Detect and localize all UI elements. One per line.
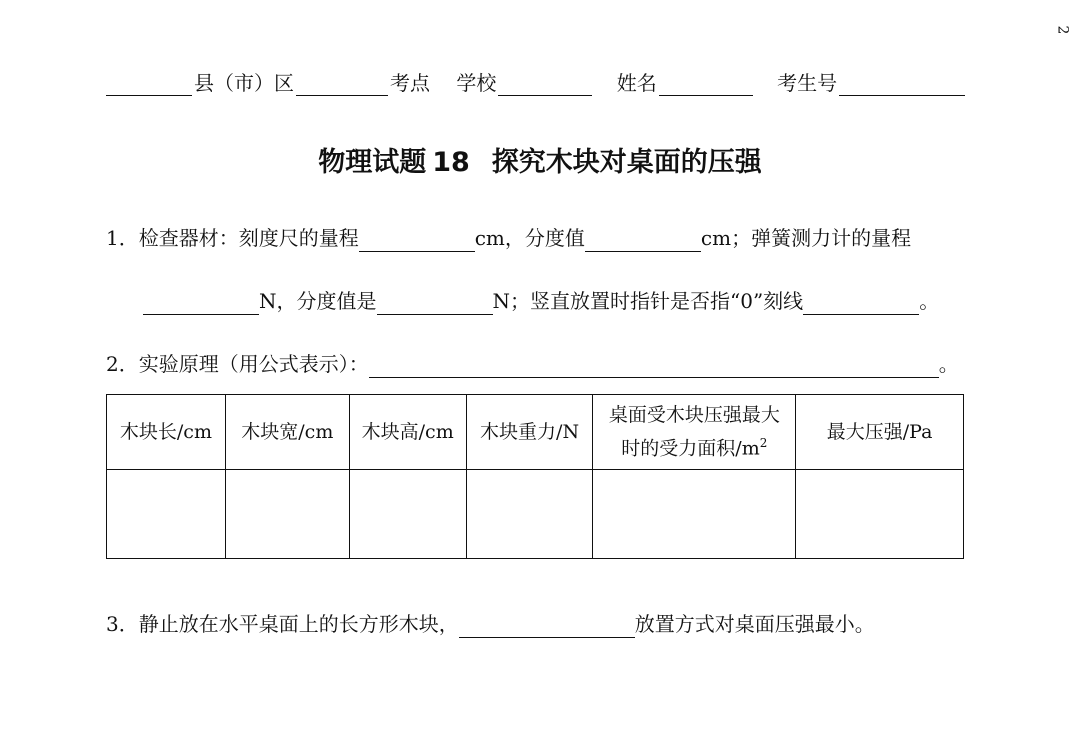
- page-title: [0, 140, 1080, 179]
- name-blank[interactable]: [659, 73, 753, 96]
- col-height-header: 木块高/cm: [349, 395, 466, 470]
- length-cell[interactable]: [107, 470, 226, 559]
- col-width-header: 木块宽/cm: [225, 395, 349, 470]
- exam-number-label: 考生号: [777, 71, 838, 95]
- title-number: 18: [432, 147, 470, 178]
- pressure-cell[interactable]: [796, 470, 964, 559]
- question-2: [106, 350, 959, 378]
- question-3: [106, 610, 875, 638]
- title-prefix: 物理试题: [318, 147, 427, 178]
- weight-cell[interactable]: [466, 470, 593, 559]
- col-length-header: 木块长/cm: [107, 395, 226, 470]
- spring-scale-range-blank[interactable]: [143, 292, 259, 315]
- page-number: 2: [1054, 25, 1071, 35]
- formula-blank[interactable]: [369, 355, 939, 378]
- q1-end: 。: [919, 289, 940, 313]
- col-area-line-1: 桌面受木块压强最大: [608, 404, 780, 427]
- col-weight-header: 木块重力/N: [466, 395, 593, 470]
- q3-text-b: 放置方式对桌面压强最小。: [634, 612, 875, 636]
- title-topic: 探究木块对桌面的压强: [491, 147, 762, 178]
- exam-site-label: 考点: [390, 71, 430, 95]
- q1-text-b: cm，分度值: [474, 226, 585, 250]
- placement-blank[interactable]: [459, 615, 635, 638]
- height-cell[interactable]: [349, 470, 466, 559]
- table-row: [107, 470, 964, 559]
- data-table: [106, 394, 964, 559]
- ruler-range-blank[interactable]: [359, 229, 475, 252]
- q1-text-d: N，分度值是: [259, 289, 377, 313]
- q1-text-a: 1．检查器材：刻度尺的量程: [106, 226, 359, 250]
- exam-number-blank[interactable]: [839, 73, 965, 96]
- col-area-superscript: 2: [759, 436, 768, 451]
- question-1-line-1: [106, 224, 911, 252]
- q1-text-c: cm；弹簧测力计的量程: [700, 226, 912, 250]
- col-area-line-2: 时的受力面积/m: [621, 437, 760, 460]
- area-cell[interactable]: [593, 470, 796, 559]
- exam-site-blank[interactable]: [296, 73, 388, 96]
- table-header-row: [107, 395, 964, 470]
- question-1-line-2: [143, 287, 939, 315]
- zero-line-blank[interactable]: [803, 292, 919, 315]
- q2-text: 2．实验原理（用公式表示）：: [106, 352, 369, 376]
- col-pressure-header: 最大压强/Pa: [796, 395, 964, 470]
- school-label: 学校: [456, 71, 497, 95]
- ruler-division-blank[interactable]: [585, 229, 701, 252]
- q2-end: 。: [938, 352, 959, 376]
- col-area-header: [593, 395, 796, 470]
- county-label: 县（市）区: [194, 71, 294, 95]
- county-blank[interactable]: [106, 73, 192, 96]
- q1-text-e: N；竖直放置时指针是否指“0”刻线: [492, 289, 804, 313]
- spring-scale-division-blank[interactable]: [377, 292, 493, 315]
- q3-text-a: 3．静止放在水平桌面上的长方形木块，: [106, 612, 459, 636]
- school-blank[interactable]: [498, 73, 592, 96]
- width-cell[interactable]: [225, 470, 349, 559]
- name-label: 姓名: [616, 71, 657, 95]
- candidate-info-line: [106, 70, 965, 96]
